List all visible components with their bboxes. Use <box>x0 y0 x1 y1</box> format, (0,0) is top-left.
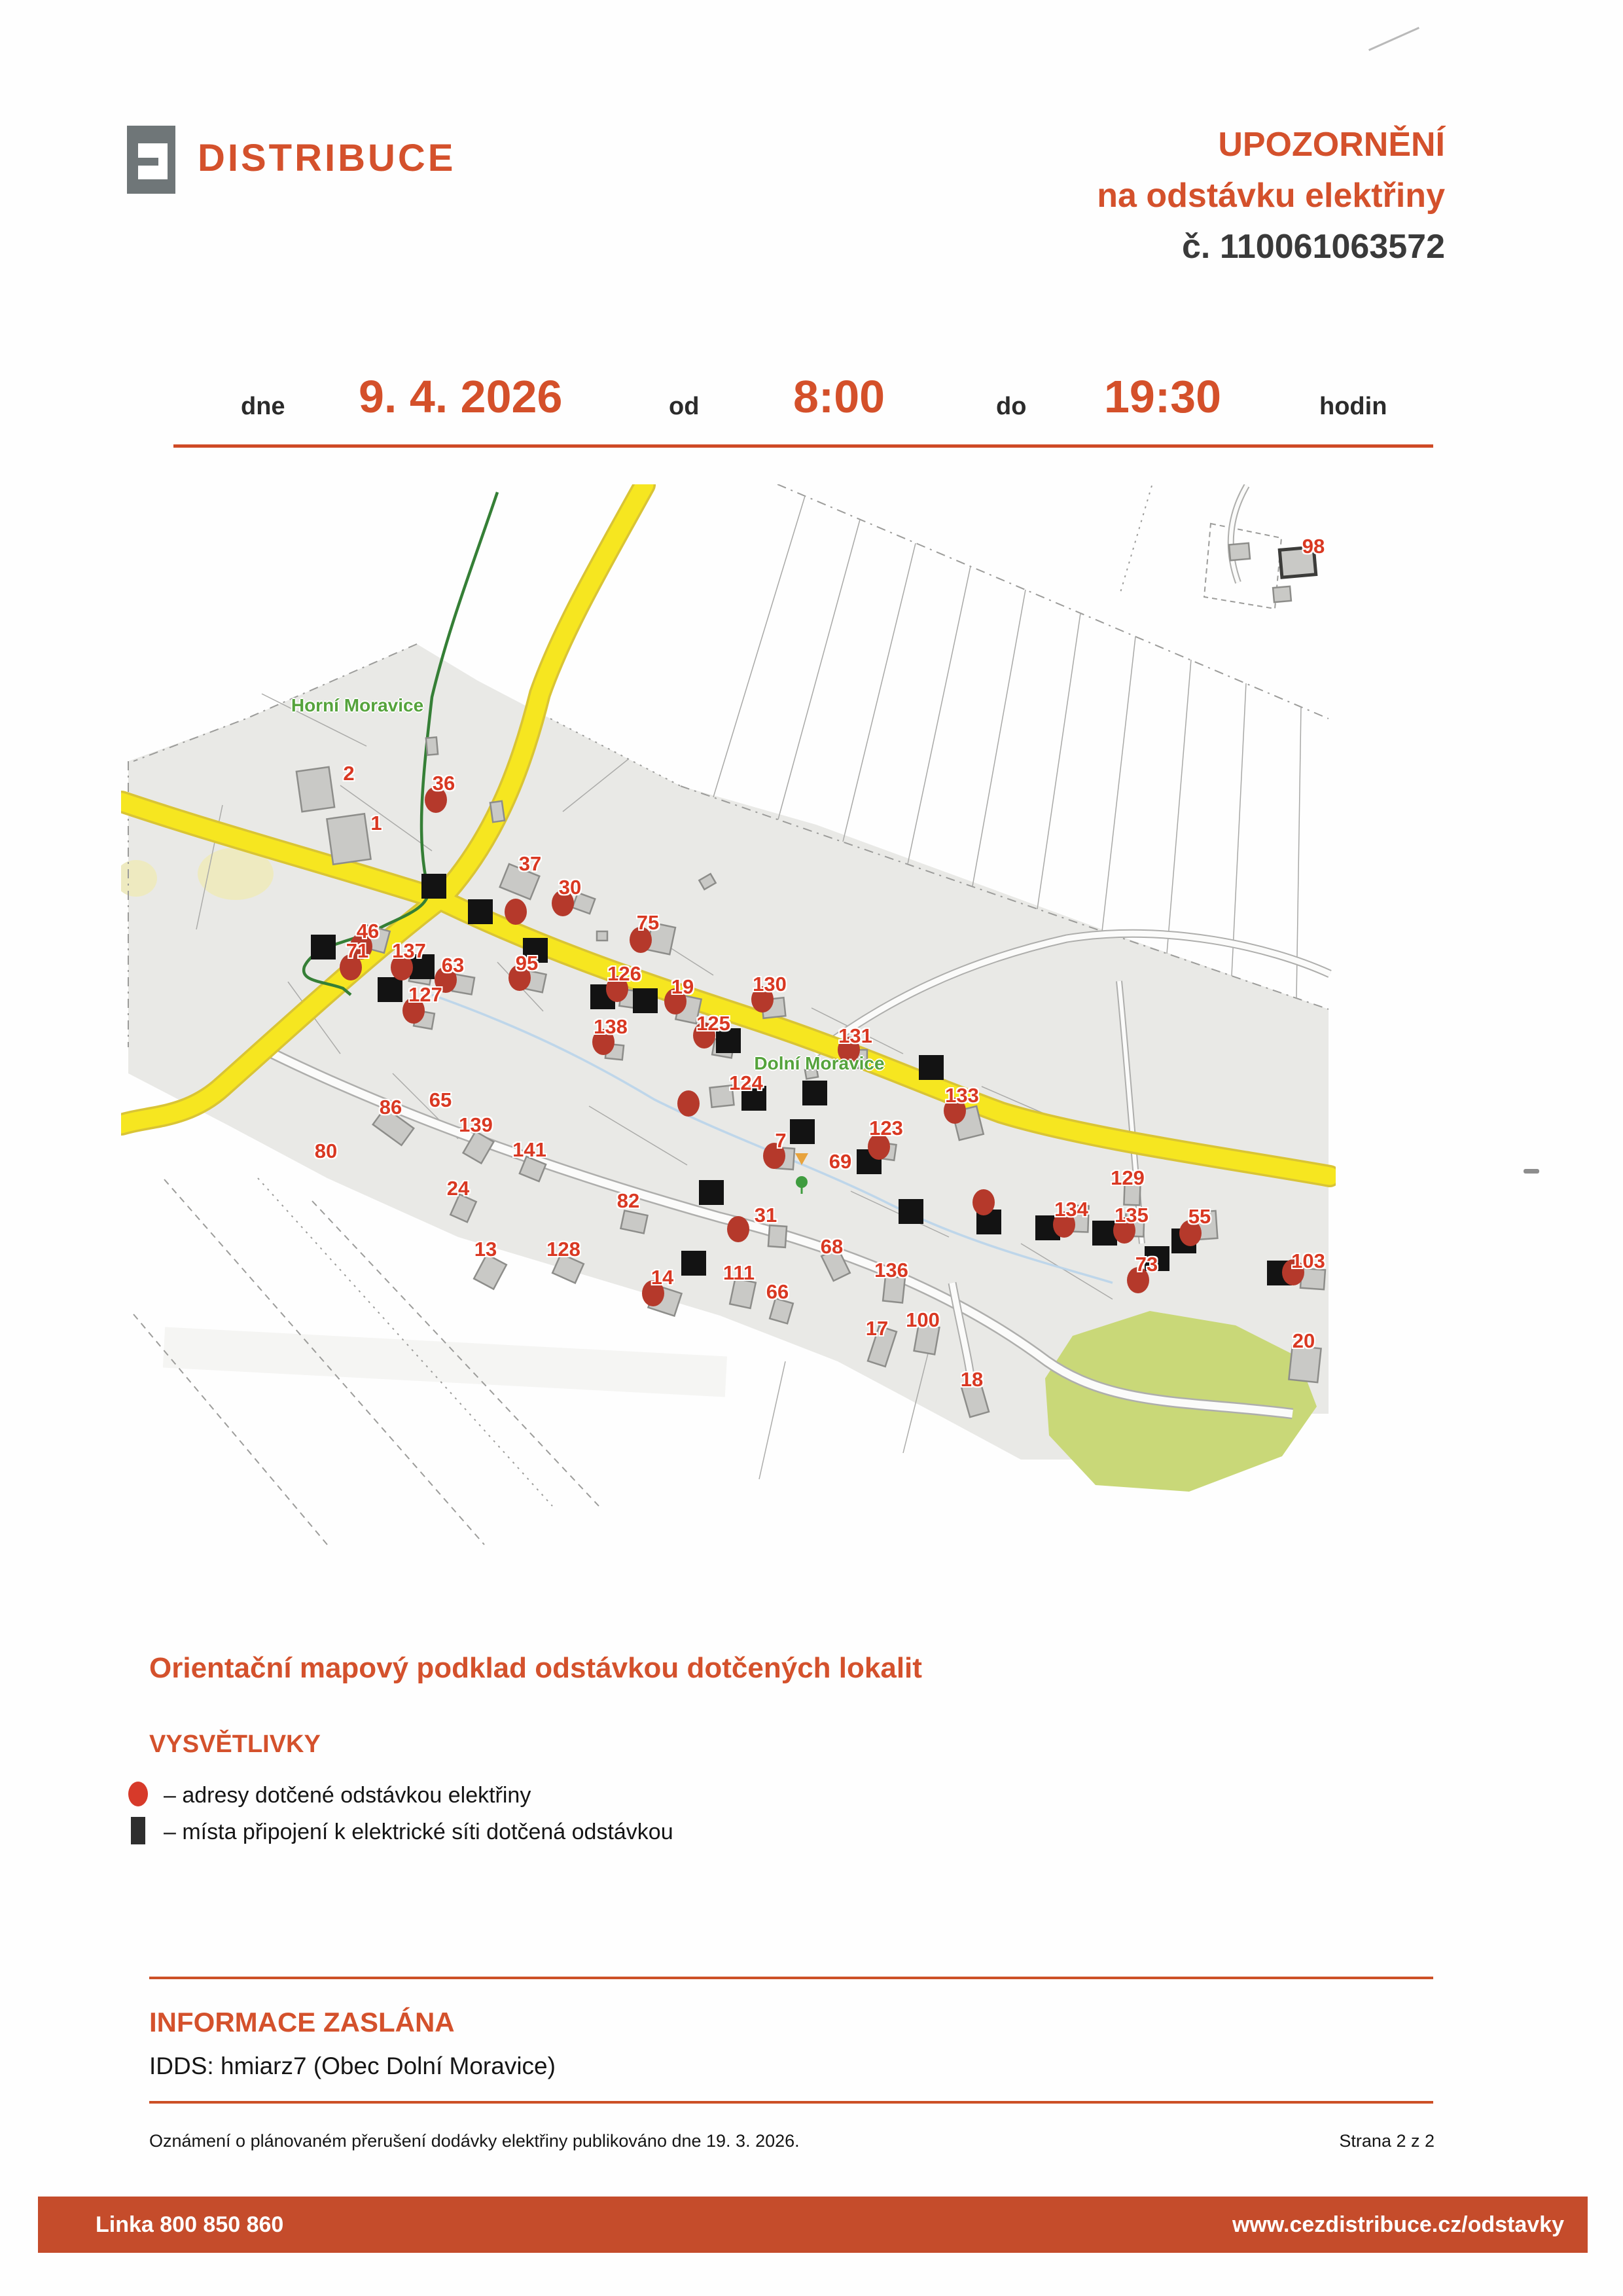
page-number: Strana 2 z 2 <box>1339 2131 1435 2151</box>
notice-title-line2: na odstávku elektřiny <box>1097 177 1445 215</box>
outages-url: www.cezdistribuce.cz/odstavky <box>1232 2212 1564 2237</box>
address-number-label: 100 <box>906 1308 940 1331</box>
connection-point-square <box>699 1180 724 1205</box>
connection-point-square <box>790 1119 815 1144</box>
connection-point-square <box>468 899 493 924</box>
affected-address-dot <box>677 1090 700 1117</box>
address-number-label: 68 <box>820 1235 844 1258</box>
affected-address-dot <box>727 1216 749 1242</box>
bottom-bar <box>38 2197 1588 2253</box>
address-number-label: 37 <box>518 852 542 875</box>
address-number-label: 141 <box>512 1138 546 1161</box>
address-number-label: 82 <box>616 1189 640 1212</box>
address-number-label: 73 <box>1135 1253 1158 1276</box>
info-idds: IDDS: hmiarz7 (Obec Dolní Moravice) <box>149 2053 556 2079</box>
publication-note: Oznámení o plánovaném přerušení dodávky elektřiny publikováno dne 19. 3. 2026. <box>149 2131 800 2151</box>
address-number-label: 134 <box>1054 1198 1088 1221</box>
address-number-label: 95 <box>515 952 539 975</box>
divider-bottom <box>149 2101 1433 2104</box>
address-number-label: 123 <box>869 1117 903 1139</box>
address-number-label: 135 <box>1115 1204 1149 1227</box>
cez-logo-e-bar <box>138 158 158 166</box>
info-sent-title: INFORMACE ZASLÁNA <box>149 2007 455 2037</box>
legend-black-square-icon <box>131 1817 145 1844</box>
address-number-label: 20 <box>1292 1329 1315 1352</box>
address-number-label: 46 <box>356 920 380 942</box>
address-number-label: 139 <box>459 1113 493 1136</box>
legend-item-addresses: – adresy dotčené odstávkou elektřiny <box>164 1783 531 1808</box>
map-caption: Orientační mapový podklad odstávkou dotčených lokalit <box>149 1652 922 1684</box>
address-number-label: 131 <box>838 1024 872 1047</box>
scan-artifact-dash <box>1524 1169 1539 1174</box>
notice-title-line1: UPOZORNĚNÍ <box>1218 126 1445 164</box>
address-number-label: 65 <box>429 1088 452 1111</box>
address-number-label: 111 <box>722 1261 755 1284</box>
address-number-label: 124 <box>729 1071 763 1094</box>
address-number-label: 129 <box>1111 1166 1145 1189</box>
address-number-label: 24 <box>446 1177 470 1200</box>
address-number-label: 31 <box>754 1204 777 1227</box>
connection-point-square <box>919 1055 944 1080</box>
connection-point-square <box>311 935 336 960</box>
address-number-label: 86 <box>379 1096 402 1119</box>
address-number-label: 1 <box>370 812 382 834</box>
label-do: do <box>996 393 1027 420</box>
affected-address-dot <box>972 1189 995 1215</box>
address-number-label: 103 <box>1291 1249 1325 1272</box>
outage-map <box>121 484 1336 1597</box>
address-number-label: 36 <box>432 772 455 795</box>
address-number-label: 14 <box>651 1266 674 1289</box>
connection-point-square <box>378 977 402 1002</box>
address-number-label: 71 <box>346 939 369 962</box>
brand-wordmark: DISTRIBUCE <box>198 137 456 179</box>
time-from: 8:00 <box>793 371 885 422</box>
address-number-label: 128 <box>546 1238 580 1261</box>
affected-address-dot <box>505 899 527 925</box>
address-number-label: 66 <box>766 1280 789 1303</box>
address-number-label: 126 <box>607 962 641 985</box>
scan-artifact-line <box>1368 27 1419 51</box>
place-name-label: Horní Moravice <box>291 695 424 715</box>
legend-red-dot-icon <box>128 1782 148 1806</box>
outage-date: 9. 4. 2026 <box>359 371 563 422</box>
address-number-label: 80 <box>314 1139 338 1162</box>
connection-point-square <box>681 1251 706 1276</box>
label-od: od <box>669 393 700 420</box>
address-number-label: 69 <box>829 1150 852 1173</box>
address-number-label: 18 <box>960 1368 984 1391</box>
notice-title-block <box>1097 119 1445 272</box>
address-number-label: 98 <box>1302 535 1325 558</box>
place-name-label: Dolní Moravice <box>754 1053 885 1073</box>
address-number-label: 13 <box>474 1238 497 1261</box>
schedule-underline <box>173 444 1433 448</box>
legend-item-connections: – místa připojení k elektrické síti dotčená odstávkou <box>164 1820 673 1844</box>
address-number-label: 130 <box>753 973 787 996</box>
address-number-label: 137 <box>392 939 426 962</box>
map-markers-layer <box>121 484 1336 1597</box>
notice-number: č. 110061063572 <box>1182 228 1445 266</box>
hotline-phone: Linka 800 850 860 <box>96 2212 284 2237</box>
address-number-label: 75 <box>636 911 660 934</box>
address-number-label: 55 <box>1188 1205 1211 1228</box>
connection-point-square <box>421 874 446 899</box>
connection-point-square <box>633 988 658 1013</box>
label-hodin: hodin <box>1319 393 1387 420</box>
label-dne: dne <box>241 393 285 420</box>
divider-top <box>149 1977 1433 1979</box>
address-number-label: 17 <box>865 1317 889 1340</box>
address-number-label: 19 <box>671 975 694 998</box>
cez-logo-icon <box>127 126 175 194</box>
address-number-label: 138 <box>594 1015 628 1038</box>
address-number-label: 127 <box>408 983 442 1006</box>
address-number-label: 30 <box>558 876 582 899</box>
address-number-label: 7 <box>775 1129 787 1152</box>
address-number-label: 125 <box>696 1012 730 1035</box>
address-number-label: 133 <box>945 1084 979 1107</box>
connection-point-square <box>899 1199 923 1224</box>
legend-title: VYSVĚTLIVKY <box>149 1731 321 1758</box>
connection-point-square <box>802 1081 827 1105</box>
address-number-label: 63 <box>441 954 465 977</box>
time-to: 19:30 <box>1104 371 1222 422</box>
address-number-label: 136 <box>874 1259 908 1282</box>
address-number-label: 2 <box>343 762 355 785</box>
